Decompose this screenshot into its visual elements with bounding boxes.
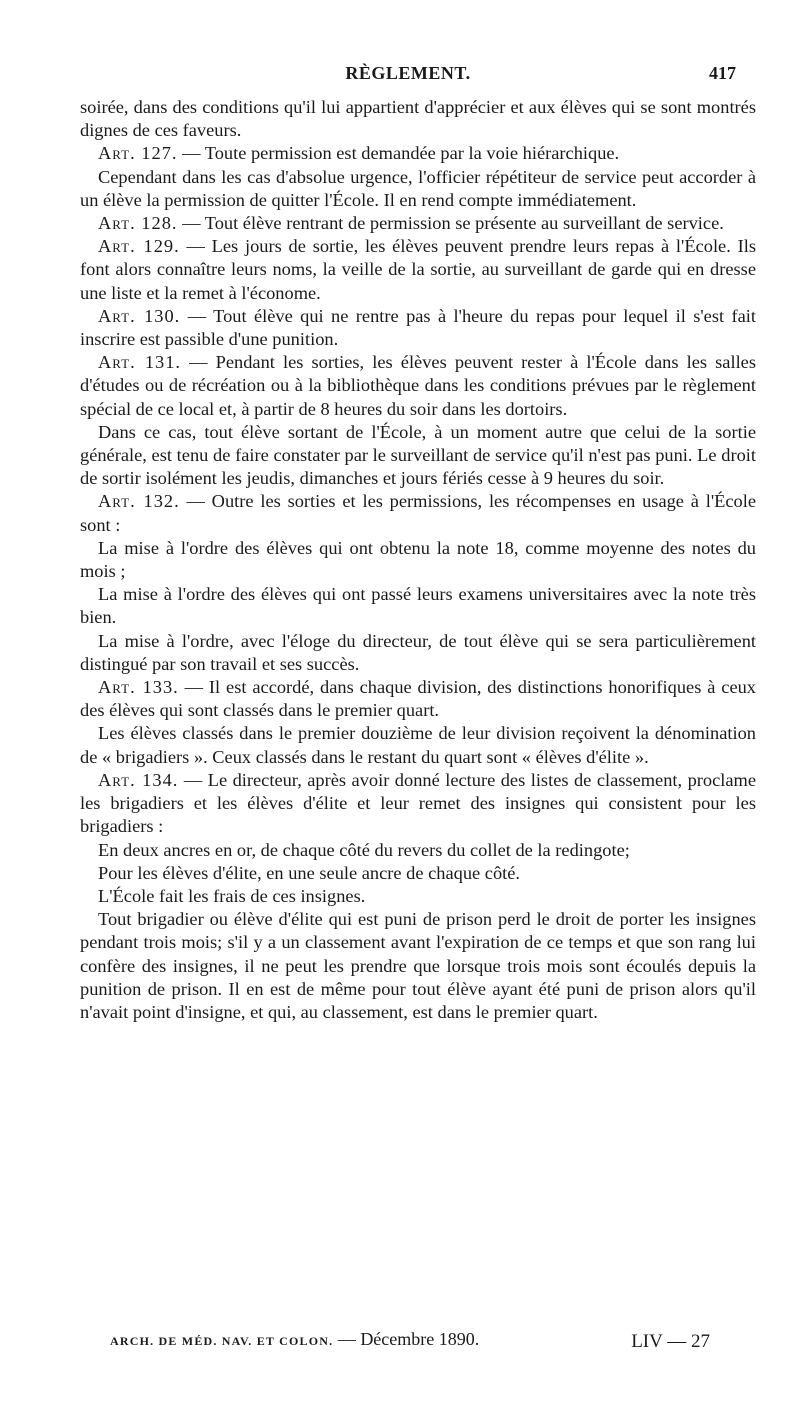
paragraph-text: L'École fait les frais de ces insignes. [98,885,366,906]
page-title: RÈGLEMENT. [345,63,471,83]
paragraph [80,235,756,305]
paragraph-text: Les élèves classés dans le premier douzième de leur division reçoivent la dénomination de « brigadiers ». Ceux classés dans le restant du quart sont « élèves d'élite ». [80,723,756,767]
paragraph-text: Tout brigadier ou élève d'élite qui est puni de prison perd le droit de porter les insignes pendant trois mois; s'il y a un classement avant l'expiration de ce temps et que son rang lui confère des insignes, il ne peut les prendre que lorsque trois mois sont écoulés depuis la punition de prison. Il en est de même pour tout élève ayant été puni de prison alors qu'il n'avait point d'insigne, et qui, au classement, est dans le premier quart. [80,909,756,1022]
paragraph-text: — Les jours de sortie, les élèves peuvent prendre leurs repas à l'École. Ils font alors connaître leurs noms, la veille de la sortie, au surveillant de garde qui en dresse une liste et la remet à l'économe. [80,236,756,303]
paragraph [80,96,756,142]
signature-mark: LIV — 27 [631,1331,710,1352]
paragraph-text: soirée, dans des conditions qu'il lui appartient d'apprécier et aux élèves qui se sont montrés dignes de ces faveurs. [80,97,756,141]
article-number: Art. 128. [98,213,178,234]
article-number: Art. 132. [98,491,180,512]
issue-date: — Décembre 1890. [333,1329,480,1349]
paragraph [80,885,756,908]
paragraph [80,166,756,212]
paragraph-text: En deux ancres en or, de chaque côté du revers du collet de la redingote; [98,839,630,860]
paragraph [80,862,756,885]
paragraph [80,490,756,536]
paragraph [80,421,756,491]
paragraph-text: La mise à l'ordre des élèves qui ont passé leurs examens universitaires avec la note très bien. [80,584,756,628]
paragraph-text: Cependant dans les cas d'absolue urgence, l'officier répétiteur de service peut accorder à un élève la permission de quitter l'École. Il en rend compte immédiatement. [80,166,756,210]
paragraph-text: Dans ce cas, tout élève sortant de l'École, à un moment autre que celui de la sortie générale, est tenu de faire constater par le surveillant de service qu'il n'est pas puni. Le droit de sortir isolément les jeudis, dimanches et jours fériés cesse à 9 heures du soir. [80,421,756,489]
paragraph-text: — Outre les sorties et les permissions, les récompenses en usage à l'École sont : [80,491,757,535]
running-header [80,63,736,89]
journal-name: ARCH. DE MÉD. NAV. ET COLON. [110,1334,334,1348]
journal-citation [110,1329,479,1350]
paragraph [80,769,756,839]
paragraph-text: — Pendant les sorties, les élèves peuvent rester à l'École dans les salles d'études ou de récréation ou à la bibliothèque dans les conditions prévues par le règlement spécial de ce local et, à partir de 8 heures du soir dans les dortoirs. [80,352,756,419]
page-footer [110,1325,710,1355]
paragraph [80,722,756,768]
paragraph [80,142,756,165]
article-number: Art. 131. [98,352,182,373]
paragraph [80,537,756,583]
article-number: Art. 134. [98,769,179,790]
paragraph [80,908,756,1024]
paragraph-text: Pour les élèves d'élite, en une seule ancre de chaque côté. [98,862,521,883]
article-number: Art. 129. [98,236,180,257]
paragraph [80,305,756,351]
paragraph [80,630,756,676]
paragraph [80,676,756,722]
paragraph-text: — Tout élève qui ne rentre pas à l'heure du repas pour lequel il s'est fait inscrire est passible d'une punition. [80,305,756,350]
paragraph-text: — Tout élève rentrant de permission se présente au surveillant de service. [177,213,724,234]
paragraph-text: La mise à l'ordre, avec l'éloge du directeur, de tout élève qui se sera particulièrement distingué par son travail et ses succès. [80,630,756,674]
paragraph-text: — Le directeur, après avoir donné lecture des listes de classement, proclame les brigadiers et les élèves d'élite et leur remet des insignes qui consistent pour les brigadiers : [80,769,756,837]
paragraph-text: — Il est accordé, dans chaque division, des distinctions honorifiques à ceux des élèves qui sont classés dans le premier quart. [80,677,756,721]
paragraph-text: — Toute permission est demandée par la voie hiérarchique. [177,143,620,164]
page-number: 417 [709,63,736,83]
paragraph [80,212,756,235]
body-text [80,96,756,1024]
article-number: Art. 127. [98,143,178,164]
paragraph [80,351,756,421]
article-number: Art. 133. [98,677,179,698]
article-number: Art. 130. [98,305,181,326]
paragraph-text: La mise à l'ordre des élèves qui ont obtenu la note 18, comme moyenne des notes du mois ; [80,537,756,582]
paragraph [80,839,756,862]
paragraph [80,583,756,629]
